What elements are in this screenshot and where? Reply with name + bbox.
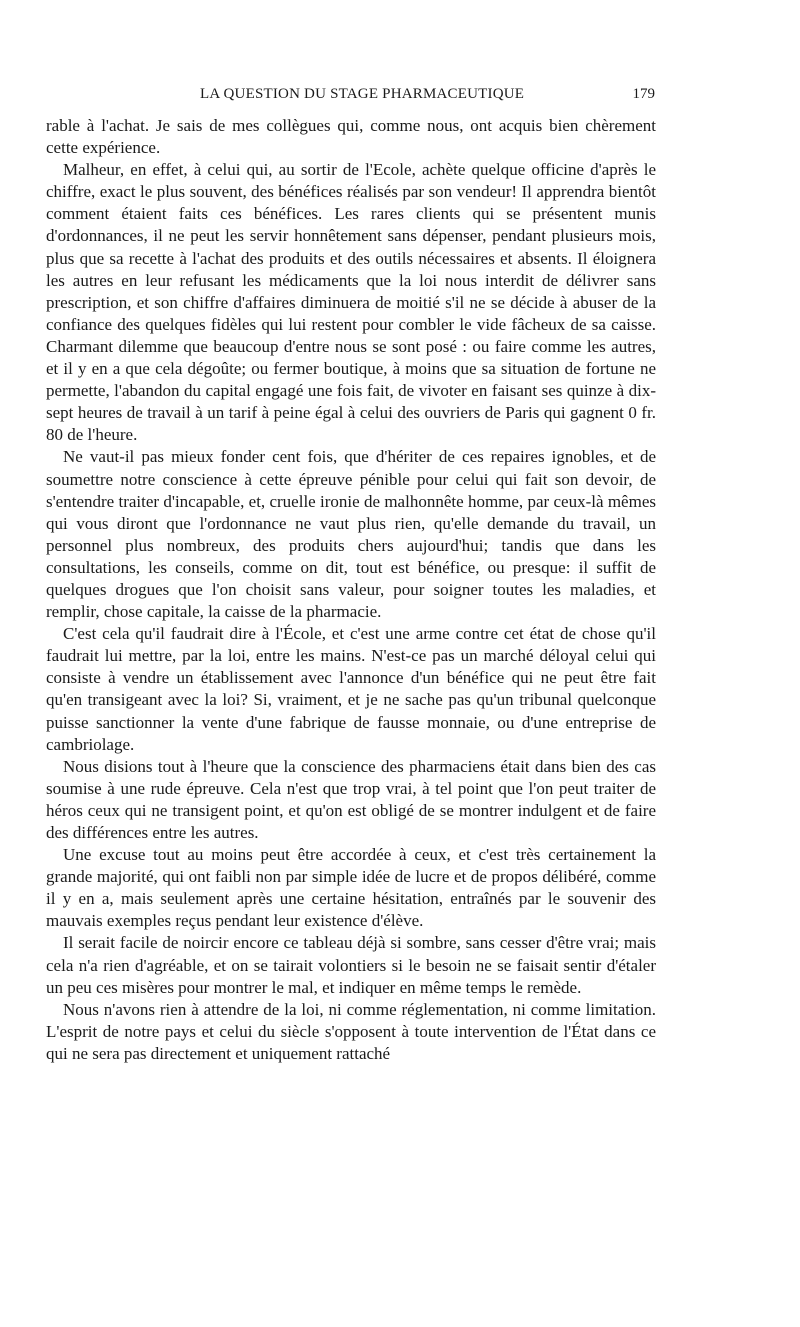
paragraph: Malheur, en effet, à celui qui, au sortir de l'Ecole, achète quelque officine d'après le chiffre, exact le plus souvent, des bénéfices réalisés par son vendeur! Il apprendra bientôt comment étaient faits ces bénéfices. Les rares clients qui se présentent munis d'ordonnances, il ne peut les servir honnêtement sans dépenser, pendant plusieurs mois, plus que sa recette à l'achat des produits et des outils nécessaires et absents. Il éloignera les autres en leur refusant les médicaments que la loi nous interdit de délivrer sans prescription, et son chiffre d'affaires diminuera de moitié s'il ne se décide à abuser de la confiance des quelques fidèles qui lui restent pour combler le vide fâcheux de sa caisse. Charmant dilemme que beaucoup d'entre nous se sont posé : ou faire comme les autres, et il y en a que cela dégoûte; ou fermer boutique, à moins que sa situation de fortune ne permette, l'abandon du capital engagé une fois fait, de vivoter en faisant ses quinze à dix-sept heures de travail à un tarif à peine égal à celui des ouvriers de Paris qui gagnent 0 fr. 80 de l'heure. bbox=[46, 160, 656, 445]
body-text bbox=[46, 115, 656, 1065]
paragraph: Il serait facile de noircir encore ce tableau déjà si sombre, sans cesser d'être vrai; mais cela n'a rien d'agréable, et on se tairait volontiers si le besoin ne se faisait sentir d'étaler un peu ces misères pour montrer le mal, et indiquer en même temps le remède. bbox=[46, 933, 656, 997]
page-header bbox=[200, 86, 655, 112]
paragraph: C'est cela qu'il faudrait dire à l'École, et c'est une arme contre cet état de chose qu'il faudrait lui mettre, par la loi, entre les mains. N'est-ce pas un marché déloyal celui qui consiste à vendre un établissement avec l'annonce d'un bénéfice qui ne peut être fait qu'en transigeant avec la loi? Si, vraiment, et je ne sache pas qu'un tribunal quelconque puisse sanctionner la vente d'une fabrique de fausse monnaie, ou d'une entreprise de cambriolage. bbox=[46, 624, 656, 754]
page-number: 179 bbox=[632, 86, 655, 102]
paragraph: Ne vaut-il pas mieux fonder cent fois, que d'hériter de ces repaires ignobles, et de soumettre notre conscience à cette épreuve pénible pour celui qui fait son devoir, de s'entendre traiter d'incapable, et, cruelle ironie de malhonnête homme, par ceux-là mêmes qui vous diront que l'ordonnance ne vaut plus rien, qu'elle demande du travail, un personnel plus nombreux, des produits chers aujourd'hui; tandis que dans les consultations, les conseils, comme on dit, tout est bénéfice, ou presque: il suffit de quelques drogues que l'on choisit sans valeur, pour soigner toutes les maladies, et remplir, chose capitale, la caisse de la pharmacie. bbox=[46, 447, 656, 622]
running-title: LA QUESTION DU STAGE PHARMACEUTIQUE bbox=[200, 86, 525, 102]
paragraph: rable à l'achat. Je sais de mes collègues qui, comme nous, ont acquis bien chèrement cette expérience. bbox=[46, 116, 656, 158]
paragraph: Nous n'avons rien à attendre de la loi, ni comme réglementation, ni comme limitation. L'esprit de notre pays et celui du siècle s'opposent à toute intervention de l'État dans ce qui ne sera pas directement et uniquement rattaché bbox=[46, 999, 656, 1063]
paragraph: Une excuse tout au moins peut être accordée à ceux, et c'est très certainement la grande majorité, qui ont faibli non par simple idée de lucre et de propos délibéré, comme il y en a, mais seulement après une certaine hésitation, entraînés par le souvenir des mauvais exemples reçus pendant leur existence d'élève. bbox=[46, 845, 656, 931]
paragraph: Nous disions tout à l'heure que la conscience des pharmaciens était dans bien des cas soumise à une rude épreuve. Cela n'est que trop vrai, à tel point que l'on peut traiter de héros ceux qui ne transigent point, et qu'on est obligé de se montrer indulgent et de faire des différences entre les autres. bbox=[46, 756, 656, 842]
